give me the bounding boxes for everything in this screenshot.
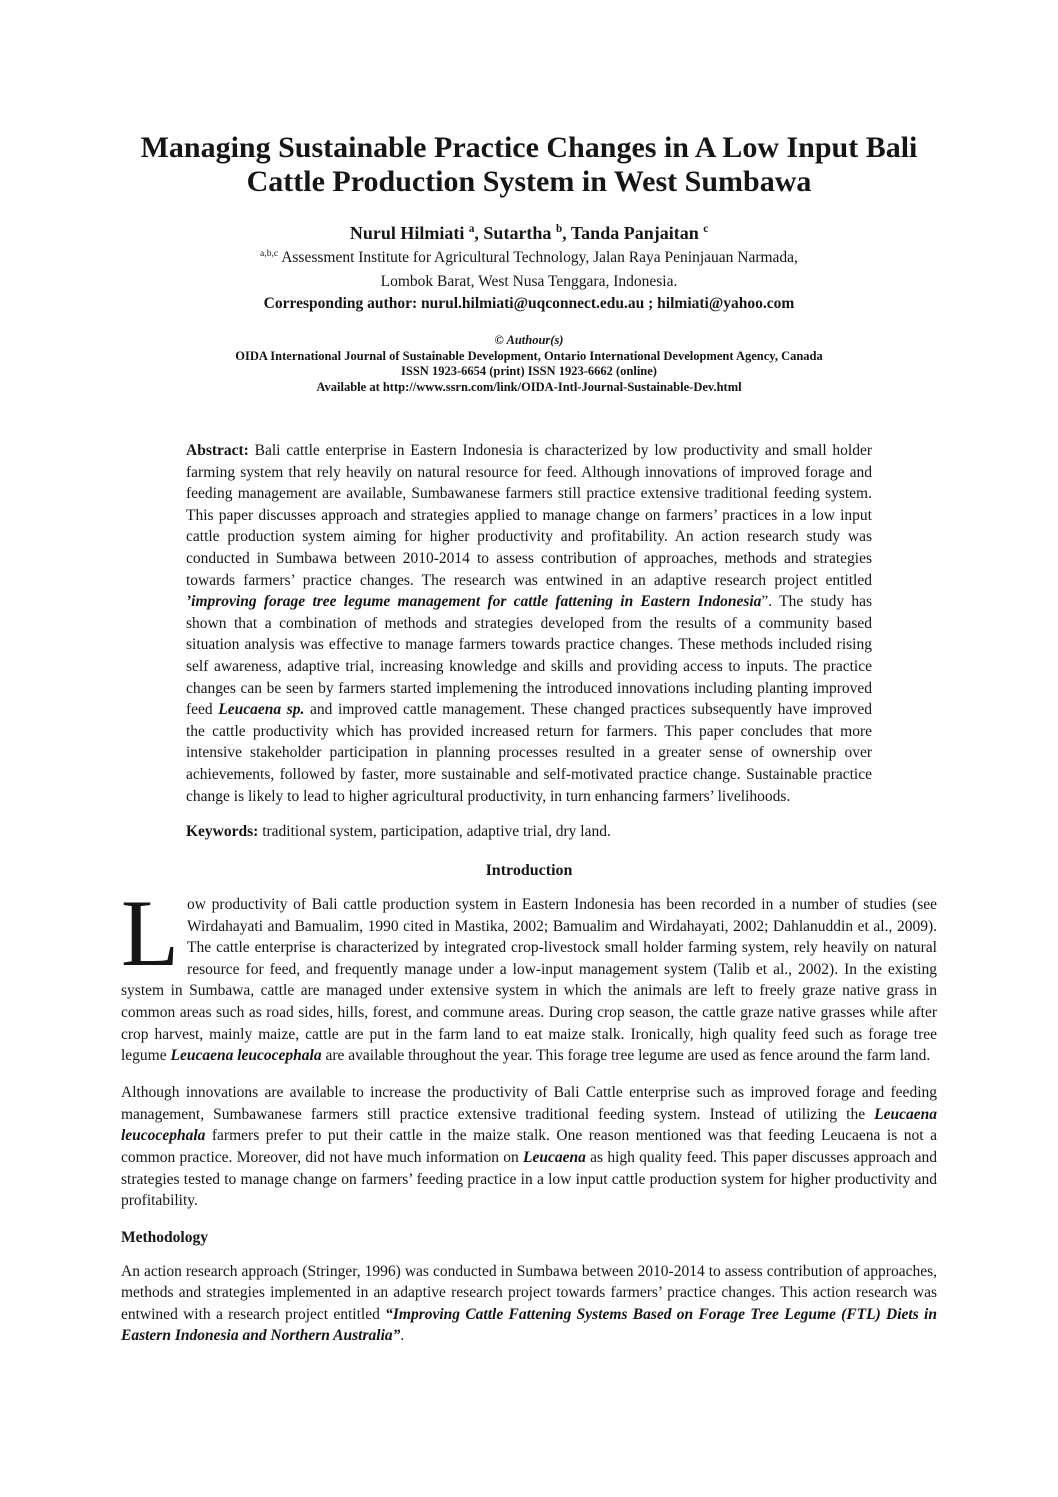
publisher-block [121,333,937,395]
issn-line: ISSN 1923-6654 (print) ISSN 1923-6662 (online) [401,364,657,378]
intro-paragraph-2: Although innovations are available to increase the productivity of Bali Cattle enterprise such as improved forage and feeding management, Sumbawanese farmers still practice extensive traditional feeding system. Instead of utilizing the Leucaena leucocephala farmers prefer to put their cattle in the maize stalk. One reason mentioned was that feeding Leucaena is not a common practice. Moreover, did not have much information on Leucaena as high quality feed. This paper discusses approach and strategies tested to manage change on farmers’ feeding practice in a low input cattle production system for higher productivity and profitability. [121,1084,937,1210]
intro-paragraph-1-text: ow productivity of Bali cattle production system in Eastern Indonesia has been recorded in a number of studies (see Wirdahayati and Bamualim, 1990 cited in Mastika, 2002; Bamualim and Wirdahayati, 2002; Dahlanuddin et al., 2009). The cattle enterprise is characterized by integrated crop-livestock small holder farming system, rely heavily on natural resource for feed, and frequently manage under a low-input management system (Talib et al., 2002). In the existing system in Sumbawa, cattle are managed under extensive system in which the animals are left to freely graze native grass in common areas such as road sides, hills, forest, and commune areas. During crop season, the cattle graze native grasses while after crop harvest, mainly maize, cattle are put in the farm land to eat maize stalk. Ironically, high quality feed such as forage tree legume Leucaena leucocephala are available throughout the year. This forage tree legume are used as fence around the farm land. [121,895,937,1065]
keywords-line: Keywords: traditional system, participation, adaptive trial, dry land. [186,823,611,841]
affiliation-line-2: Lombok Barat, West Nusa Tenggara, Indonesia. [380,273,678,290]
abstract-paragraph: Abstract: Bali cattle enterprise in Eastern Indonesia is characterized by low productivity and small holder farming system that rely heavily on natural resource for feed. Although innovations of improved forage and feeding management are available, Sumbawanese farmers still practice extensive traditional feeding system. This paper discusses approach and strategies applied to manage change on farmers’ practices in a low input cattle production system aiming for higher productivity and profitability. An action research study was conducted in Sumbawa between 2010-2014 to assess contribution of approaches, methods and strategies towards farmers’ practice changes. The research was entwined in an adaptive research project entitled ’improving forage tree legume management for cattle fattening in Eastern Indonesia”. The study has shown that a combination of methods and strategies developed from the results of a community based situation analysis was effective to manage farmers towards practice changes. These methods included rising self awareness, adaptive trial, increasing knowledge and skills and providing access to inputs. The practice changes can be seen by farmers started implemening the introduced innovations including planting improved feed Leucaena sp. and improved cattle management. These changed practices subsequently have improved the cattle productivity which has provided increased return for farmers. This paper concludes that more intensive stakeholder participation in planning processes resulted in a greater sense of ownership over achievements, followed by faster, more sustainable and self-motivated practice change. Sustainable practice change is likely to lead to higher agricultural productivity, in turn enhancing farmers’ livelihoods. [186,442,873,805]
intro-paragraph-1 [121,879,937,1067]
corresponding-author-line: Corresponding author: nurul.hilmiati@uqconnect.edu.au ; hilmiati@yahoo.com [263,295,795,312]
authors-line: Nurul Hilmiati $^a$, Sutartha $^b$, Tanda Panjaitan $^c$ [349,223,709,243]
section-heading-introduction: Introduction [485,861,573,879]
methodology-paragraph-1: An action research approach (Stringer, 1996) was conducted in Sumbawa between 2010-2014 to assess contribution of approaches, methods and strategies implemented in an adaptive research project towards farmers’ practice changes. This action research was entwined with a research project entitled “Improving Cattle Fattening Systems Based on Forage Tree Legume (FTL) Diets in Eastern Indonesia and Northern Australia”. [121,1262,937,1345]
copyright-line: © Authour(s) [494,333,564,347]
section-heading-methodology: Methodology [121,1228,208,1246]
journal-line: OIDA International Journal of Sustainable Development, Ontario International Development Agency, Canada [235,348,823,363]
availability-line: Available at http://www.ssrn.com/link/OIDA-Intl-Journal-Sustainable-Dev.html [316,379,742,394]
affiliation-line-1: $^{a,b,c}$ Assessment Institute for Agricultural Technology, Jalan Raya Peninjauan Narmada, [260,247,798,266]
drop-cap: L [121,879,180,986]
page-title: Managing Sustainable Practice Changes in A Low Input Bali Cattle Production System in West Sumbawa [140,131,918,198]
